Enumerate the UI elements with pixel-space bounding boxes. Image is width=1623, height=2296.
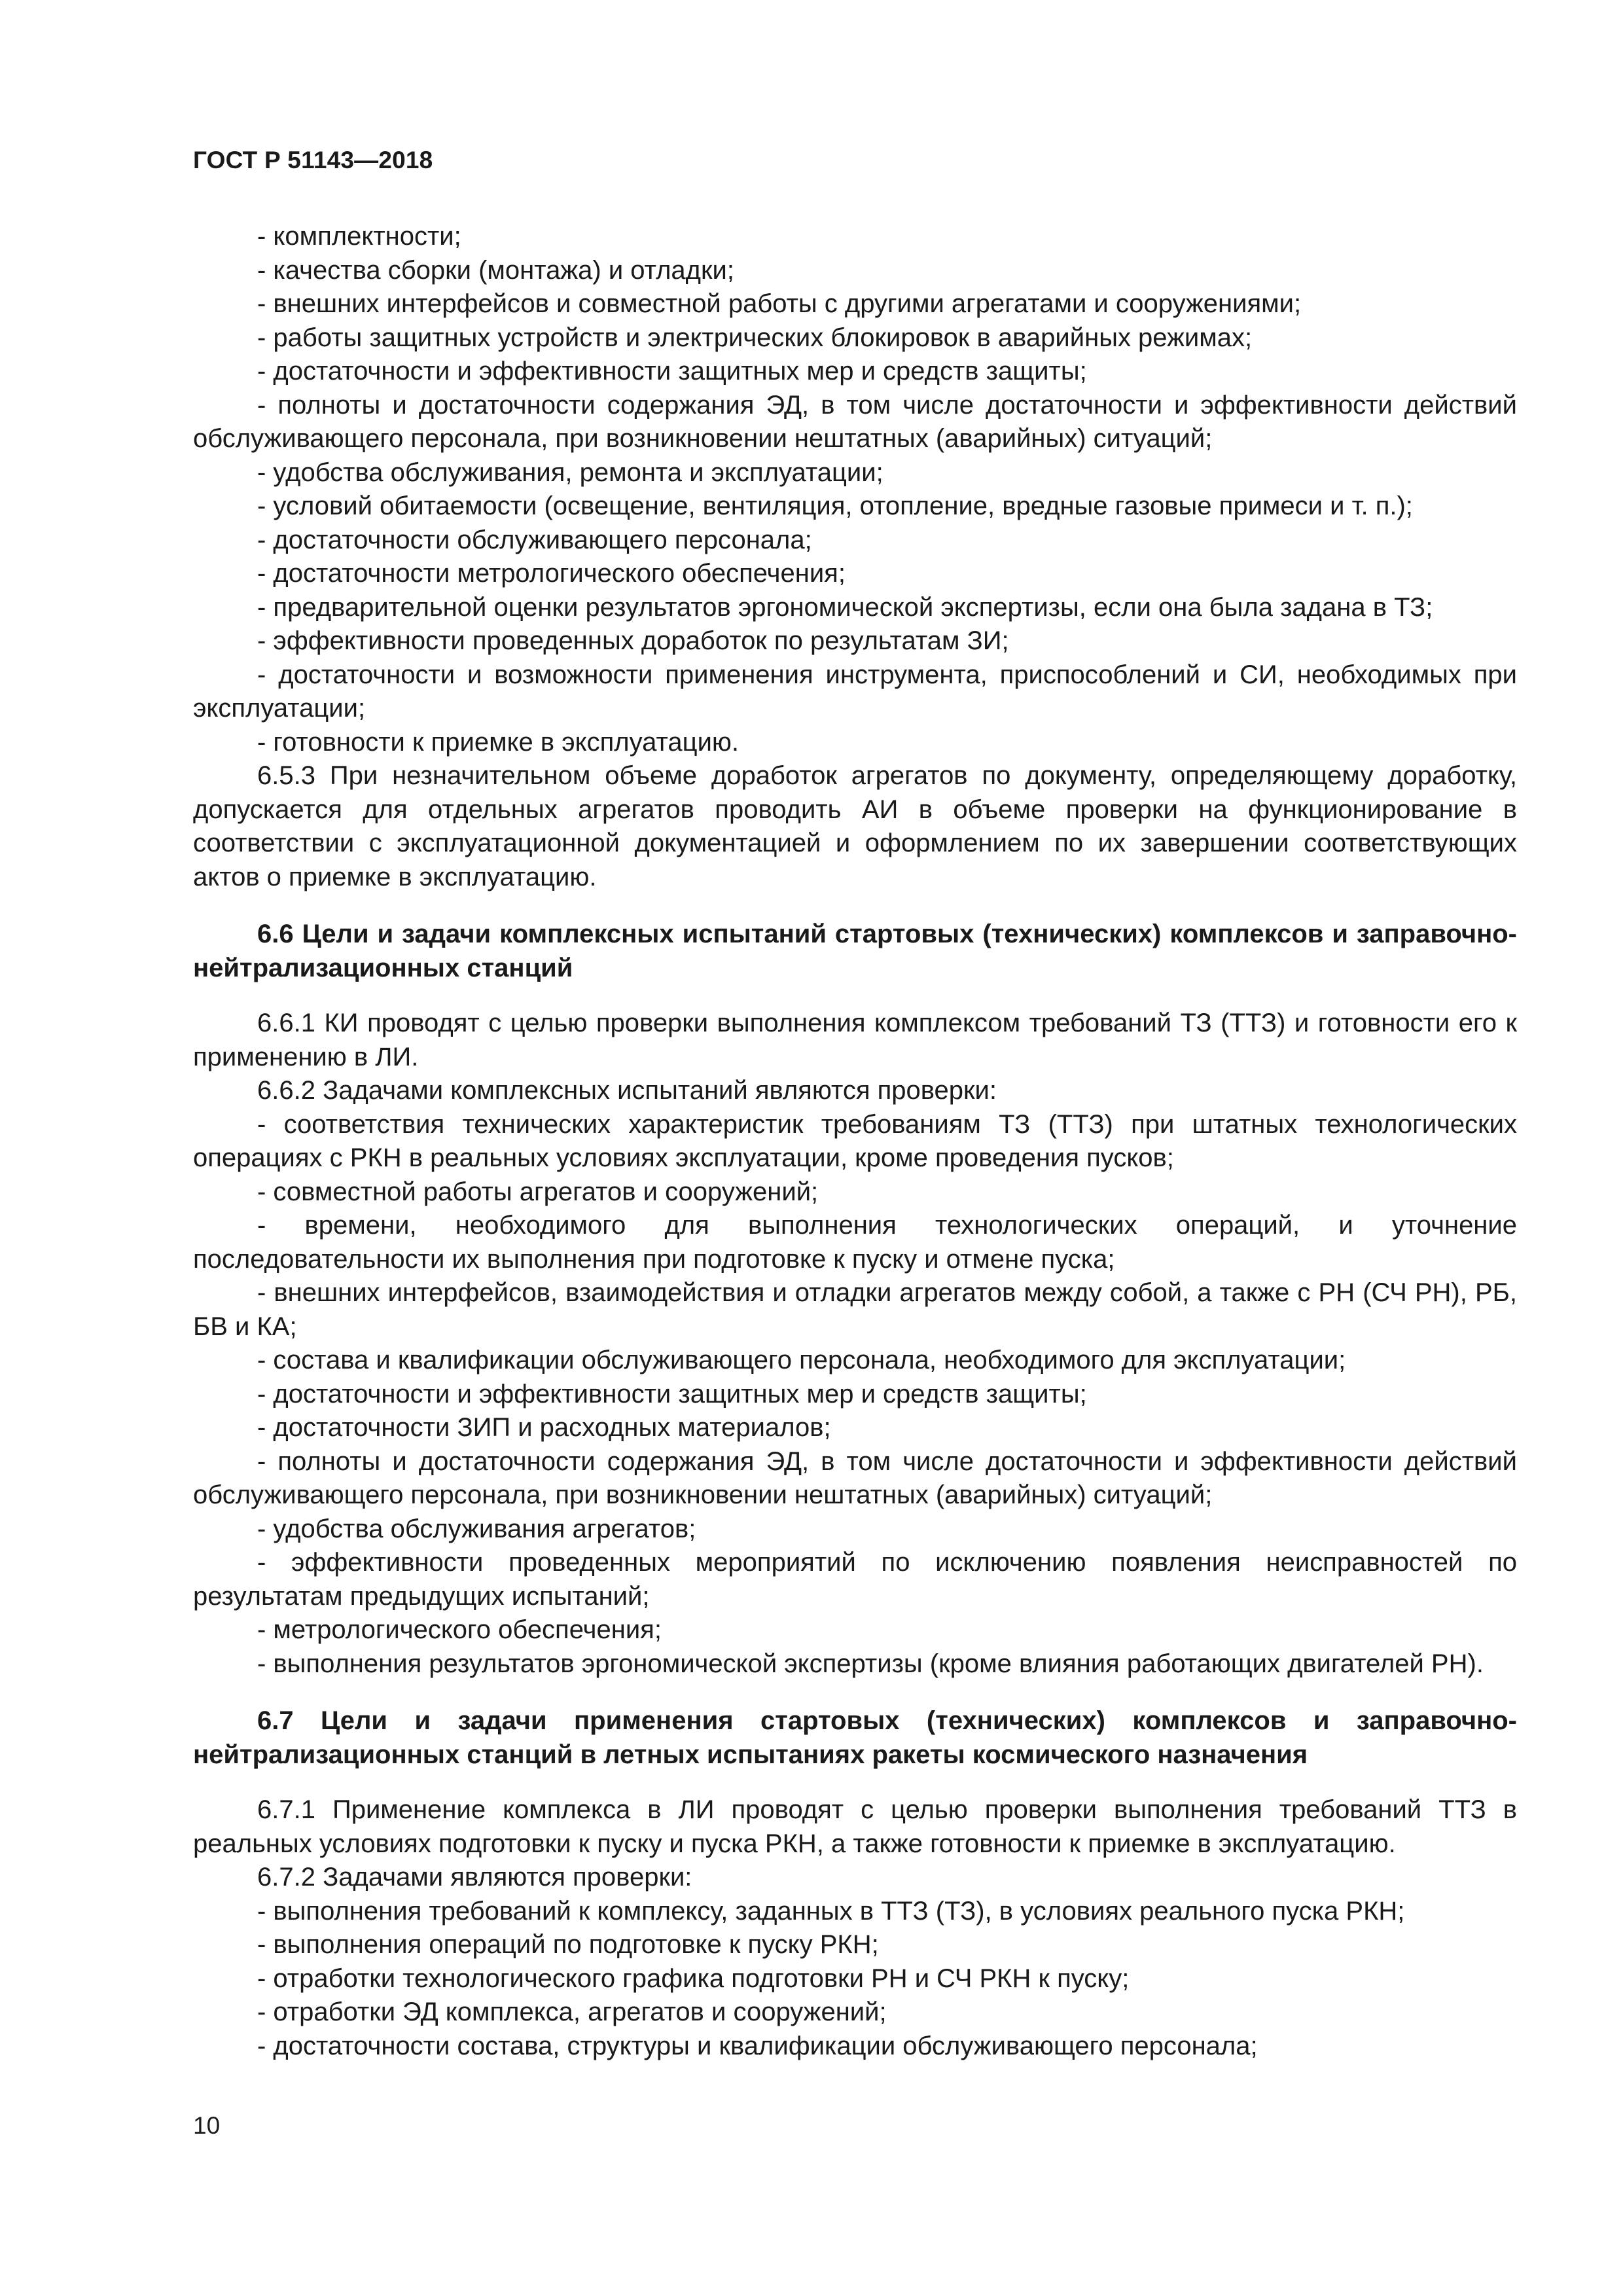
paragraph: - полноты и достаточности содержания ЭД, в том числе достаточности и эффективности действий обслуживающего персонала, при возникновении нештатных (аварийных) ситуаций;	[193, 1446, 1517, 1509]
paragraph: - состава и квалификации обслуживающего персонала, необходимого для эксплуатации;	[257, 1346, 1346, 1374]
paragraph: - эффективности проведенных мероприятий по исключению появления неисправностей по результатам предыдущих испытаний;	[193, 1548, 1517, 1611]
paragraph: 6.6.2 Задачами комплексных испытаний являются проверки:	[257, 1076, 997, 1105]
paragraph: - достаточности ЗИП и расходных материалов;	[257, 1413, 831, 1442]
paragraph: - качества сборки (монтажа) и отладки;	[257, 255, 734, 285]
paragraph: - удобства обслуживания, ремонта и эксплуатации;	[257, 457, 883, 487]
paragraph: - внешних интерфейсов и совместной работы с другими агрегатами и сооружениями;	[257, 289, 1302, 318]
paragraph: - предварительной оценки результатов эргономической экспертизы, если она была задана в ТЗ;	[257, 592, 1433, 622]
paragraph: - достаточности и эффективности защитных мер и средств защиты;	[257, 1379, 1087, 1408]
paragraph: - эффективности проведенных доработок по результатам ЗИ;	[257, 626, 1009, 655]
document-header: ГОСТ Р 51143—2018	[193, 147, 433, 173]
paragraph: 6.7.2 Задачами являются проверки:	[257, 1863, 692, 1892]
paragraph: 6.5.3 При незначительном объеме доработок агрегатов по документу, определяющему доработку, допускается для отдельных агрегатов проводить АИ в объеме проверки на функционирование в соответствии с эксплуатационной документацией и оформлением по их завершении соответствующих актов о приемке в эксплуатацию.	[193, 761, 1517, 891]
paragraph: 6.6.1 КИ проводят с целью проверки выполнения комплексом требований ТЗ (ТТЗ) и готовности его к применению в ЛИ.	[193, 1009, 1517, 1071]
paragraph: - достаточности метрологического обеспечения;	[257, 559, 846, 588]
page-number: 10	[193, 2112, 221, 2139]
paragraph: - соответствия технических характеристик требованиям ТЗ (ТТЗ) при штатных технологических операциях с РКН в реальных условиях эксплуатации, кроме проведения пусков;	[193, 1109, 1517, 1172]
paragraph: 6.7.1 Применение комплекса в ЛИ проводят с целью проверки выполнения требований ТТЗ в реальных условиях подготовки к пуску и пуска РКН, а также готовности к приемке в эксплуатацию.	[193, 1795, 1517, 1858]
paragraph: - времени, необходимого для выполнения технологических операций, и уточнение последовательности их выполнения при подготовке к пуску и отмене пуска;	[193, 1211, 1517, 1274]
paragraph: - работы защитных устройств и электрических блокировок в аварийных режимах;	[257, 323, 1253, 352]
paragraph: - достаточности и эффективности защитных мер и средств защиты;	[257, 357, 1087, 386]
paragraph: - выполнения требований к комплексу, заданных в ТТЗ (ТЗ), в условиях реального пуска РКН;	[257, 1896, 1405, 1926]
paragraph: - достаточности состава, структуры и квалификации обслуживающего персонала;	[257, 2031, 1258, 2060]
paragraph: - метрологического обеспечения;	[257, 1615, 662, 1644]
paragraph: - комплектности;	[257, 222, 461, 251]
section-heading-6-7: 6.7 Цели и задачи применения стартовых (технических) комплексов и заправочно-нейтрализационных станций в летных испытаниях ракеты космического назначения	[193, 1706, 1517, 1769]
paragraph: - условий обитаемости (освещение, вентиляция, отопление, вредные газовые примеси и т. п.);	[257, 492, 1413, 520]
paragraph: - готовности к приемке в эксплуатацию.	[257, 727, 740, 757]
section-heading-6-6: 6.6 Цели и задачи комплексных испытаний стартовых (технических) комплексов и заправочно-нейтрализационных станций	[193, 920, 1517, 982]
paragraph: - выполнения результатов эргономической экспертизы (кроме влияния работающих двигателей РН).	[257, 1649, 1484, 1678]
paragraph: - отработки технологического графика подготовки РН и СЧ РКН к пуску;	[257, 1964, 1130, 1993]
paragraph: - совместной работы агрегатов и сооружений;	[257, 1177, 819, 1206]
paragraph: - полноты и достаточности содержания ЭД, в том числе достаточности и эффективности действий обслуживающего персонала, при возникновении нештатных (аварийных) ситуаций;	[193, 390, 1517, 453]
paragraph: - удобства обслуживания агрегатов;	[257, 1514, 696, 1543]
paragraph: - достаточности обслуживающего персонала;	[257, 525, 812, 554]
paragraph: - выполнения операций по подготовке к пуску РКН;	[257, 1930, 879, 1959]
document-body	[193, 220, 1517, 2063]
paragraph: - отработки ЭД комплекса, агрегатов и сооружений;	[257, 1998, 887, 2026]
paragraph: - внешних интерфейсов, взаимодействия и отладки агрегатов между собой, а также с РН (СЧ РН), РБ, БВ и КА;	[193, 1278, 1517, 1341]
paragraph: - достаточности и возможности применения инструмента, приспособлений и СИ, необходимых при эксплуатации;	[193, 660, 1517, 723]
